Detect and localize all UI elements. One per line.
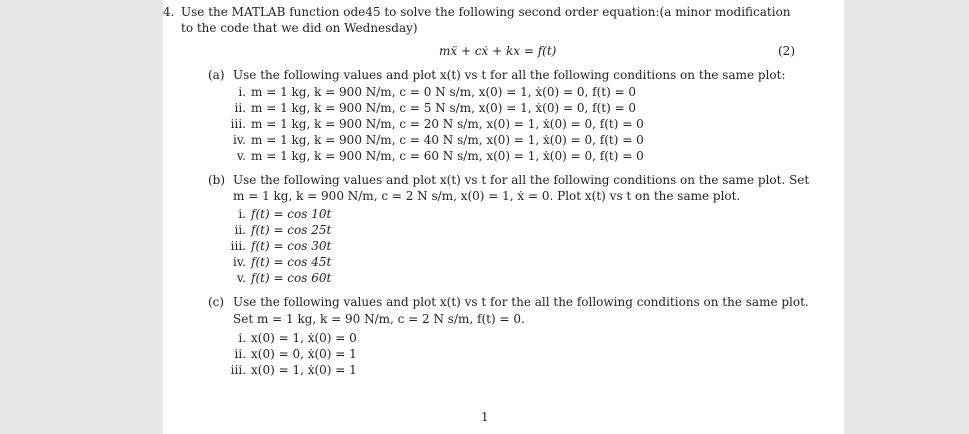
part-a-item-5-number: v. bbox=[236, 149, 246, 163]
part-b-text-line-2: m = 1 kg, k = 900 N/m, c = 2 N s/m, x(0) = 1, ẋ = 0. Plot x(t) vs t on the same plot. bbox=[233, 189, 741, 203]
part-a-item-3-number: iii. bbox=[230, 117, 246, 131]
part-b-item-4-number: iv. bbox=[232, 255, 246, 269]
equation: mẍ + cẋ + kx = f(t) bbox=[439, 44, 557, 58]
right-gutter bbox=[844, 0, 969, 434]
equation-number: (2) bbox=[778, 44, 795, 58]
part-c-item-1-number: i. bbox=[238, 331, 246, 345]
part-b-item-5-text: f(t) = cos 60t bbox=[251, 271, 332, 285]
document-page bbox=[163, 0, 844, 434]
problem-number: 4. bbox=[163, 5, 175, 19]
part-c-item-2-text: x(0) = 0, ẋ(0) = 1 bbox=[251, 347, 357, 361]
part-b-item-2-text: f(t) = cos 25t bbox=[251, 223, 332, 237]
part-a-item-4-number: iv. bbox=[232, 133, 246, 147]
left-gutter bbox=[0, 0, 163, 434]
part-b-item-1-text: f(t) = cos 10t bbox=[251, 207, 332, 221]
part-c-item-3-number: iii. bbox=[230, 363, 246, 377]
problem-intro-line-1: Use the MATLAB function ode45 to solve the following second order equation:(a minor modification bbox=[181, 5, 791, 19]
part-c-label: (c) bbox=[208, 295, 225, 309]
part-b-item-2-number: ii. bbox=[234, 223, 246, 237]
part-c-text-line-2: Set m = 1 kg, k = 90 N/m, c = 2 N s/m, f(t) = 0. bbox=[233, 312, 525, 326]
problem-intro-line-2: to the code that we did on Wednesday) bbox=[181, 21, 418, 35]
part-b-item-5-number: v. bbox=[236, 271, 246, 285]
part-c-item-2-number: ii. bbox=[234, 347, 246, 361]
part-b-item-1-number: i. bbox=[238, 207, 246, 221]
part-b-item-4-text: f(t) = cos 45t bbox=[251, 255, 332, 269]
part-b-label: (b) bbox=[208, 173, 226, 187]
part-a-item-5-text: m = 1 kg, k = 900 N/m, c = 60 N s/m, x(0) = 1, ẋ(0) = 0, f(t) = 0 bbox=[251, 149, 644, 163]
part-a-item-2-number: ii. bbox=[234, 101, 246, 115]
part-a-item-3-text: m = 1 kg, k = 900 N/m, c = 20 N s/m, x(0) = 1, ẋ(0) = 0, f(t) = 0 bbox=[251, 117, 644, 131]
part-c-text-line-1: Use the following values and plot x(t) vs t for the all the following conditions on the same plot. bbox=[233, 295, 809, 309]
page-number: 1 bbox=[481, 410, 489, 424]
part-a-label: (a) bbox=[208, 68, 225, 82]
part-b-text-line-1: Use the following values and plot x(t) vs t for all the following conditions on the same plot. Set bbox=[233, 173, 810, 187]
part-a-item-2-text: m = 1 kg, k = 900 N/m, c = 5 N s/m, x(0) = 1, ẋ(0) = 0, f(t) = 0 bbox=[251, 101, 637, 115]
part-a-item-4-text: m = 1 kg, k = 900 N/m, c = 40 N s/m, x(0) = 1, ẋ(0) = 0, f(t) = 0 bbox=[251, 133, 644, 147]
part-b-item-3-text: f(t) = cos 30t bbox=[251, 239, 332, 253]
part-a-item-1-number: i. bbox=[238, 85, 246, 99]
part-c-item-3-text: x(0) = 1, ẋ(0) = 1 bbox=[251, 363, 357, 377]
part-c-item-1-text: x(0) = 1, ẋ(0) = 0 bbox=[251, 331, 357, 345]
part-a-item-1-text: m = 1 kg, k = 900 N/m, c = 0 N s/m, x(0) = 1, ẋ(0) = 0, f(t) = 0 bbox=[251, 85, 637, 99]
part-a-text: Use the following values and plot x(t) vs t for all the following conditions on the same plot: bbox=[233, 68, 786, 82]
part-b-item-3-number: iii. bbox=[230, 239, 246, 253]
